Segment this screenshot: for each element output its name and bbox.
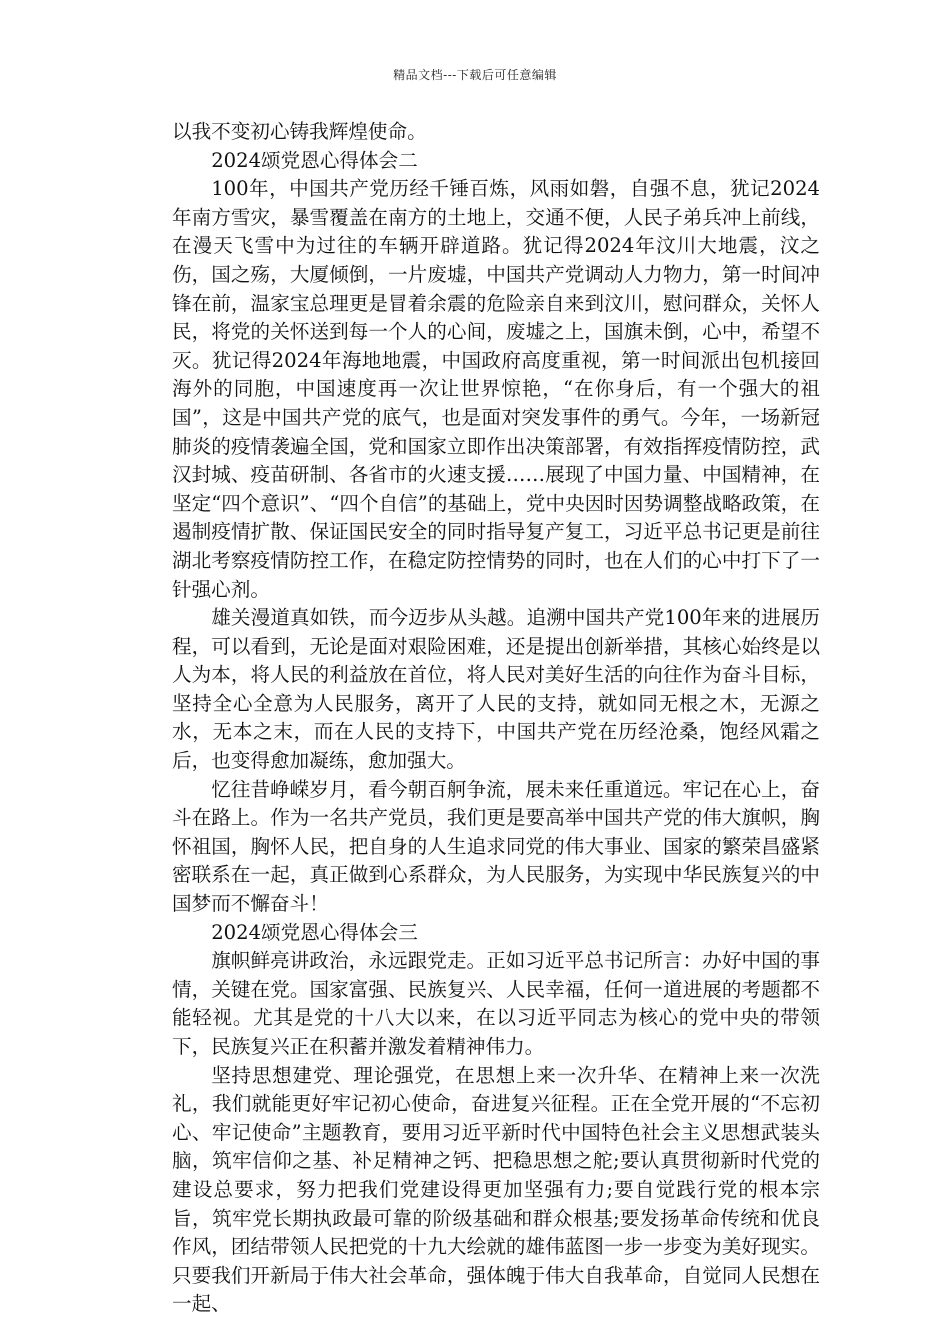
section-heading: 2024颂党恩心得体会二	[211, 148, 418, 172]
paragraph: 忆往昔峥嵘岁月，看今朝百舸争流，展未来任重道远。牢记在心上，奋斗在路上。作为一名共产党员，我们更是要高举中国共产党的伟大旗帜，胸怀祖国，胸怀人民，把自身的人生追求同党的伟大事业、国家的繁荣昌盛紧密联系在一起，真正做到心系群众，为人民服务，为实现中华民族复兴的中国梦而不懈奋斗！	[172, 777, 820, 916]
paragraph: 旗帜鲜亮讲政治，永远跟党走。正如习近平总书记所言：办好中国的事情，关键在党。国家富强、民族复兴、人民幸福，任何一道进展的考题都不能轻视。尤其是党的十八大以来，在以习近平同志为核心的党中央的带领下，民族复兴正在积蓄并激发着精神伟力。	[172, 949, 820, 1058]
paragraph: 坚持思想建党、理论强党，在思想上来一次升华、在精神上来一次洗礼，我们就能更好牢记初心使命，奋进复兴征程。正在全党开展的“不忘初心、牢记使命”主题教育，要用习近平新时代中国特色社会主义思想武装头脑，筑牢信仰之基、补足精神之钙、把稳思想之舵;要认真贯彻新时代党的建设总要求，努力把我们党建设得更加坚强有力;要自觉践行党的根本宗旨，筑牢党长期执政最可靠的阶级基础和群众根基;要发扬革命传统和优良作风，团结带领人民把党的十九大绘就的雄伟蓝图一步一步变为美好现实。只要我们开新局于伟大社会革命，强体魄于伟大自我革命，自觉同人民想在一起、	[172, 1063, 820, 1316]
document-body	[172, 118, 820, 1319]
paragraph: 100年，中国共产党历经千锤百炼，风雨如磐，自强不息，犹记2024年南方雪灾，暴雪覆盖在南方的土地上，交通不便，人民子弟兵冲上前线，在漫天飞雪中为过往的车辆开辟道路。犹记得2024年汶川大地震，汶之伤，国之殇，大厦倾倒，一片废墟，中国共产党调动人力物力，第一时间冲锋在前，温家宝总理更是冒着余震的危险亲自来到汶川，慰问群众，关怀人民，将党的关怀送到每一个人的心间，废墟之上，国旗未倒，心中，希望不灭。犹记得2024年海地地震，中国政府高度重视，第一时间派出包机接回海外的同胞，中国速度再一次让世界惊艳，“在你身后，有一个强大的祖国”，这是中国共产党的底气，也是面对突发事件的勇气。今年，一场新冠肺炎的疫情袭遍全国，党和国家立即作出决策部署，有效指挥疫情防控，武汉封城、疫苗研制、各省市的火速支援……展现了中国力量、中国精神，在坚定“四个意识”、“四个自信”的基础上，党中央因时因势调整战略政策，在遏制疫情扩散、保证国民安全的同时指导复产复工，习近平总书记更是前往湖北考察疫情防控工作，在稳定防控情势的同时，也在人们的心中打下了一针强心剂。	[172, 177, 820, 601]
paragraph: 以我不变初心铸我辉煌使命。	[172, 120, 427, 143]
page-header: 精品文档---下载后可任意编辑	[393, 68, 557, 82]
paragraph: 雄关漫道真如铁，而今迈步从头越。追溯中国共产党100年来的进展历程，可以看到，无论是面对艰险困难，还是提出创新举措，其核心始终是以人为本，将人民的利益放在首位，将人民对美好生活的向往作为奋斗目标，坚持全心全意为人民服务，离开了人民的支持，就如同无根之木，无源之水，无本之末，而在人民的支持下，中国共产党在历经沧桑，饱经风霜之后，也变得愈加凝练，愈加强大。	[172, 606, 820, 773]
section-heading: 2024颂党恩心得体会三	[211, 920, 418, 944]
